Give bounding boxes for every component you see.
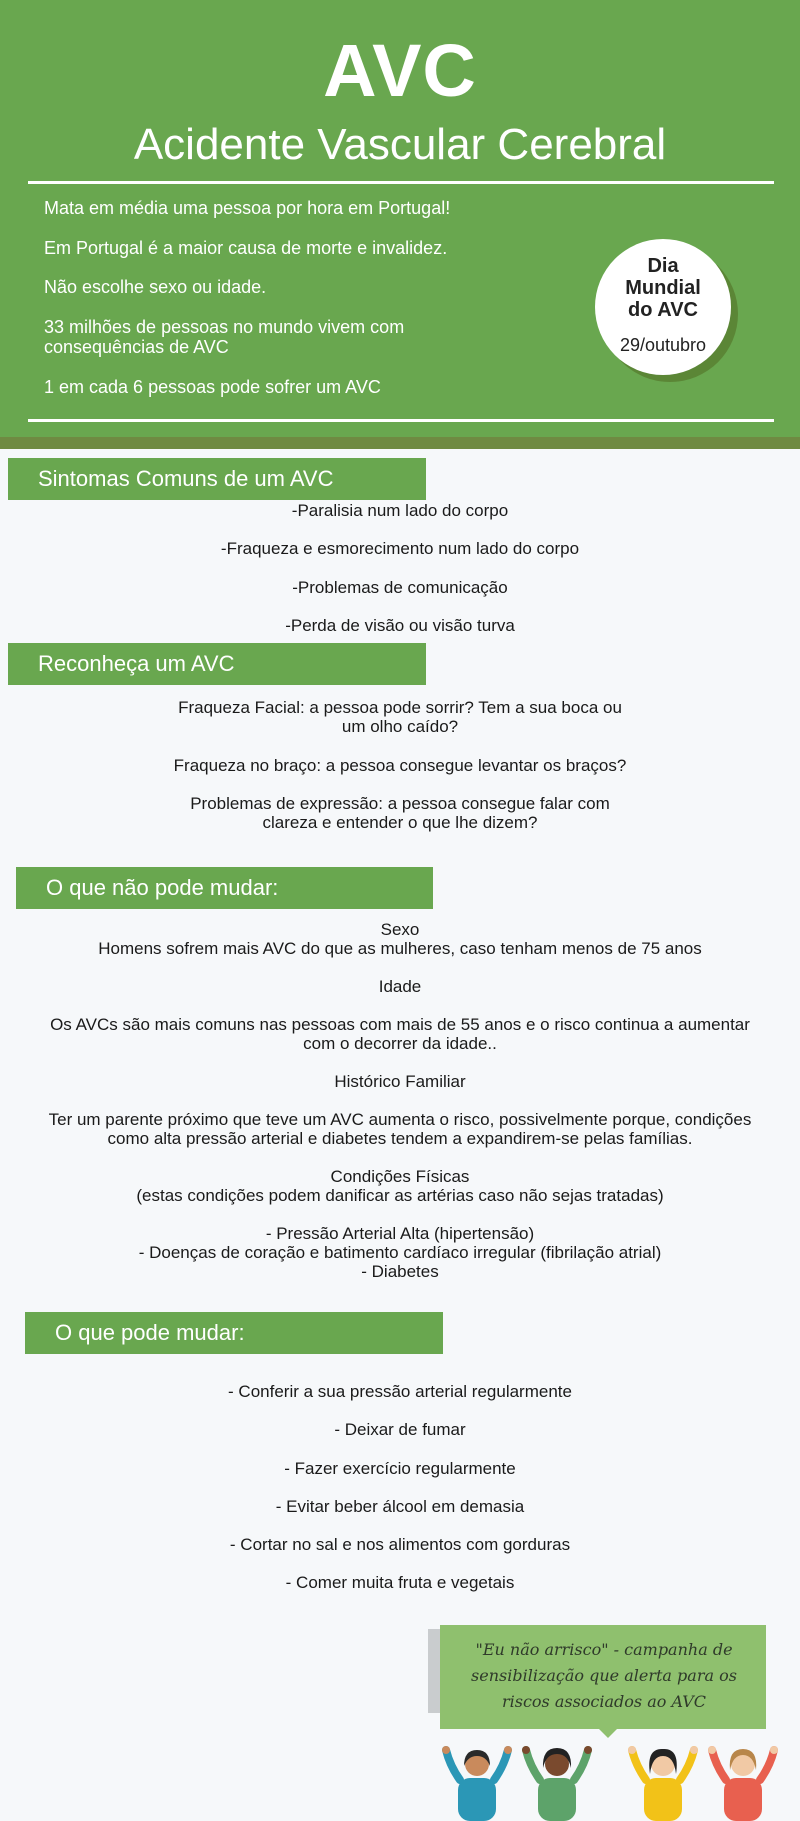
prevention-item: - Evitar beber álcool em demasia <box>275 1497 525 1516</box>
symptom-item: -Fraqueza e esmorecimento num lado do corpo <box>220 539 580 558</box>
risk-factor-family <box>0 1110 800 1148</box>
section-header-cannot-change: O que não pode mudar: <box>16 867 433 909</box>
symptom-item: -Perda de visão ou visão turva <box>285 616 515 635</box>
risk-factor-sex <box>0 920 800 958</box>
fact-item: Mata em média uma pessoa por hora em Portugal! <box>44 198 451 218</box>
symptom-item: -Problemas de comunicação <box>292 578 508 597</box>
risk-factor-age <box>0 1015 800 1053</box>
campaign-quote-box <box>440 1625 766 1729</box>
world-stroke-day-badge <box>595 239 731 375</box>
risk-factor-age-title: Idade <box>378 977 422 996</box>
badge-title-line: do AVC <box>628 299 698 321</box>
symptom-item: -Paralisia num lado do corpo <box>291 501 509 520</box>
prevention-item: - Deixar de fumar <box>334 1420 466 1439</box>
prevention-item: - Fazer exercício regularmente <box>284 1459 516 1478</box>
section-header-symptoms: Sintomas Comuns de um AVC <box>8 458 426 500</box>
campaign-quote-text: "Eu não arrisco" - campanha de sensibilização que alerta para os riscos associados ao AVC <box>471 1640 737 1711</box>
badge-date: 29/outubro <box>619 335 707 355</box>
physical-condition-item: - Pressão Arterial Alta (hipertensão) <box>265 1224 535 1243</box>
risk-factor-text: como alta pressão arterial e diabetes tendem a expandirem-se pelas famílias. <box>107 1129 693 1148</box>
recognize-item-line: Problemas de expressão: a pessoa consegue falar com <box>190 794 610 813</box>
fact-item: Não escolhe sexo ou idade. <box>44 277 267 297</box>
fact-item: 1 em cada 6 pessoas pode sofrer um AVC <box>44 377 381 397</box>
physical-conditions-list <box>0 1224 800 1281</box>
person-cheering-icon <box>518 1744 596 1821</box>
prevention-item: - Cortar no sal e nos alimentos com gorduras <box>229 1535 571 1554</box>
page-subtitle: Acidente Vascular Cerebral <box>133 120 667 169</box>
risk-factor-title: Condições Físicas <box>330 1167 470 1186</box>
risk-factor-text: com o decorrer da idade.. <box>303 1034 497 1053</box>
person-cheering-icon <box>624 1744 702 1821</box>
fact-item: 33 milhões de pessoas no mundo vivem com consequências de AVC <box>44 317 405 357</box>
risk-factor-text: Ter um parente próximo que teve um AVC aumenta o risco, possivelmente porque, condições <box>48 1110 752 1129</box>
prevention-item: - Conferir a sua pressão arterial regularmente <box>228 1382 572 1401</box>
recognize-item <box>0 756 800 775</box>
fact-item: Em Portugal é a maior causa de morte e invalidez. <box>44 238 448 258</box>
person-cheering-icon <box>704 1744 782 1821</box>
risk-factor-text: Os AVCs são mais comuns nas pessoas com mais de 55 anos e o risco continua a aumentar <box>50 1015 750 1034</box>
recognize-item-line: Fraqueza no braço: a pessoa consegue levantar os braços? <box>173 756 627 775</box>
badge-title-line: Dia <box>647 255 679 277</box>
header-rule-bottom <box>28 419 774 422</box>
recognize-item-line: clareza e entender o que lhe dizem? <box>262 813 538 832</box>
section-header-recognize: Reconheça um AVC <box>8 643 426 685</box>
section-header-can-change: O que pode mudar: <box>25 1312 443 1354</box>
person-cheering-icon <box>438 1744 516 1821</box>
recognize-item <box>0 794 800 832</box>
prevention-item: - Comer muita fruta e vegetais <box>285 1573 515 1592</box>
recognize-item-line: Fraqueza Facial: a pessoa pode sorrir? Tem a sua boca ou <box>178 698 622 717</box>
risk-factor-text: (estas condições podem danificar as artérias caso não sejas tratadas) <box>136 1186 664 1205</box>
badge-title <box>595 255 731 321</box>
speech-bubble-tail <box>598 1728 618 1738</box>
page-title: AVC <box>323 29 477 112</box>
risk-factor-text: Homens sofrem mais AVC do que as mulheres, caso tenham menos de 75 anos <box>98 939 702 958</box>
risk-factor-title: Sexo <box>380 920 420 939</box>
physical-condition-item: - Doenças de coração e batimento cardíaco irregular (fibrilação atrial) <box>138 1243 662 1262</box>
recognize-item <box>0 698 800 736</box>
risk-factor-family-title: Histórico Familiar <box>334 1072 466 1091</box>
recognize-item-line: um olho caído? <box>341 717 459 736</box>
risk-factor-physical <box>0 1167 800 1205</box>
badge-title-line: Mundial <box>625 277 701 299</box>
header-divider-band <box>0 437 800 449</box>
physical-condition-item: - Diabetes <box>361 1262 439 1281</box>
header-rule-top <box>28 181 774 184</box>
